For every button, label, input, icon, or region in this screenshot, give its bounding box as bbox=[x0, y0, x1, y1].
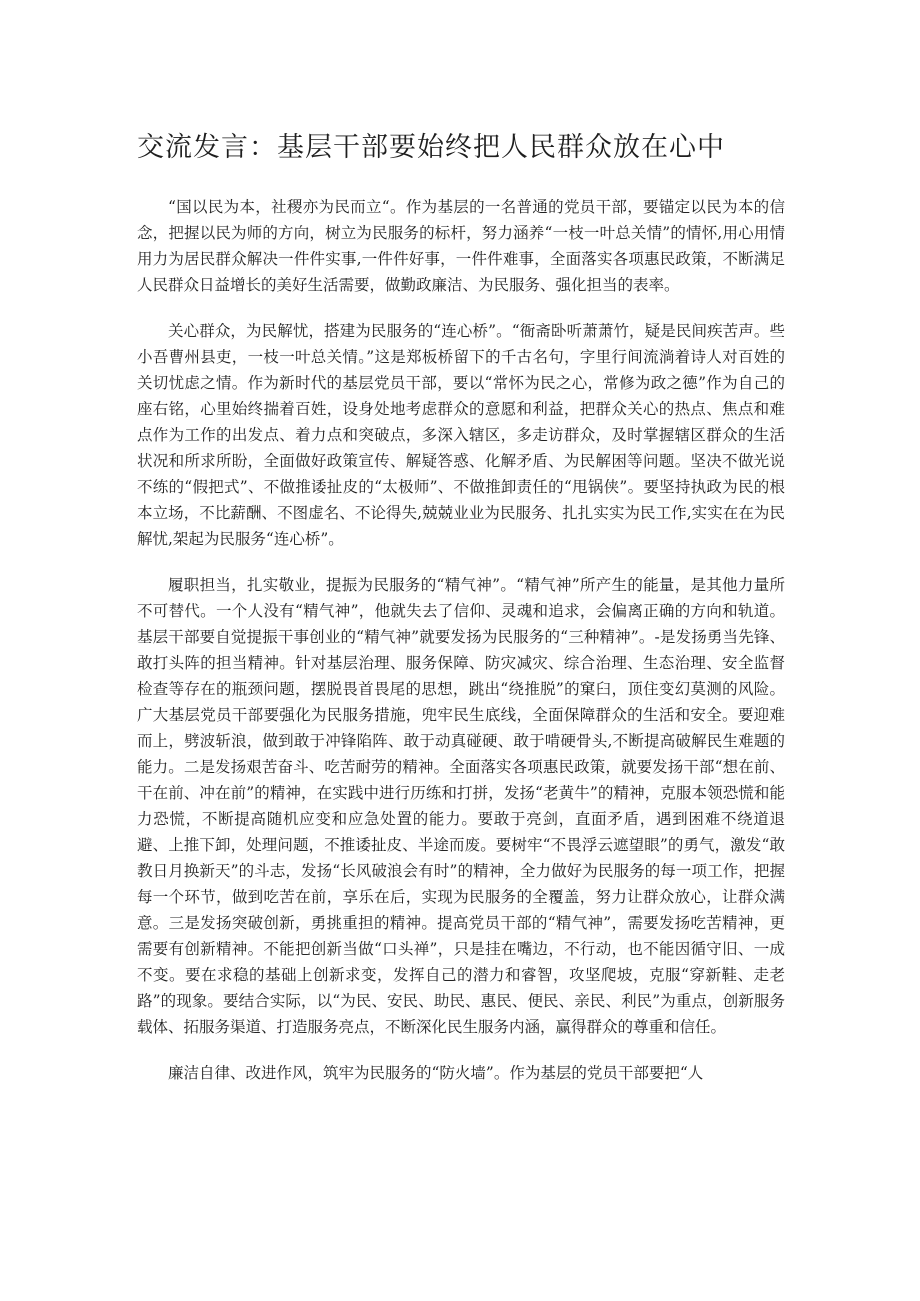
paragraph-intro: “国以民为本，社稷亦为民而立“。作为基层的一名普通的党员干部，要锚定以民为本的信念，把握以民为师的方向，树立为民服务的标杆，努力涵养“一枝一叶总关情”的情怀,用心用情用力为居民群众解决一件件实事,一件件好事，一件件难事，全面落实各项惠民政策，不断满足人民群众日益增长的美好生活需要，做勤政廉洁、为民服务、强化担当的表率。 bbox=[137, 198, 785, 294]
document-page bbox=[137, 128, 785, 1106]
paragraph-integrity: 廉洁自律、改进作风，筑牢为民服务的“防火墙”。作为基层的党员干部要把“人 bbox=[168, 1064, 704, 1082]
paragraph-duty-and-spirit: 履职担当，扎实敬业，提振为民服务的“精气神”。“精气神”所产生的能量，是其他力量所不可替代。一个人没有“精气神”，他就失去了信仰、灵魂和追求，会偏离正确的方向和轨道。基层干部要自觉提振干事创业的“精气神”就要发扬为民服务的“三种精神”。-是发扬勇当先锋、敢打头阵的担当精神。针对基层治理、服务保障、防灾减灾、综合治理、生态治理、安全监督检查等存在的瓶颈问题，摆脱畏首畏尾的思想，跳出“绕推脱”的窠臼，顶住变幻莫测的风险。广大基层党员干部要强化为民服务措施，兜牢民生底线，全面保障群众的生活和安全。要迎难而上，劈波斩浪，做到敢于冲锋陷阵、敢于动真碰硬、敢于啃硬骨头,不断提高破解民生难题的能力。二是发扬艰苦奋斗、吃苦耐劳的精神。全面落实各项惠民政策，就要发扬干部“想在前、干在前、冲在前”的精神，在实践中进行历练和打拼，发扬“老黄牛”的精神，克服本领恐慌和能力恐慌，不断提高随机应变和应急处置的能力。要敢于亮剑，直面矛盾，遇到困难不绕道退避、上推下卸，处理问题，不推诿扯皮、半途而废。要树牢“不畏浮云遮望眼”的勇气，激发“敢教日月换新天”的斗志，发扬“长风破浪会有时”的精神，全力做好为民服务的每一项工作，把握每一个环节，做到吃苦在前，享乐在后，实现为民服务的全覆盖，努力让群众放心，让群众满意。三是发扬突破创新，勇挑重担的精神。提高党员干部的“精气神”，需要发扬吃苦精神，更需要有创新精神。不能把创新当做“口头禅”，只是挂在嘴边，不行动，也不能因循守旧、一成不变。要在求稳的基础上创新求变，发挥自己的潜力和睿智，攻坚爬坡，克服“穿新鞋、走老路”的现象。要结合实际，以“为民、安民、助民、惠民、便民、亲民、利民”为重点，创新服务载体、拓服务渠道、打造服务亮点，不断深化民生服务内涵，赢得群众的尊重和信任。 bbox=[137, 576, 785, 1036]
document-title: 交流发言：基层干部要始终把人民群众放在心中 bbox=[137, 132, 725, 163]
paragraph-care-for-masses: 关心群众，为民解忧，搭建为民服务的“连心桥”。“衙斋卧听萧萧竹，疑是民间疾苦声。些小吾曹州县吏，一枝一叶总关情。”这是郑板桥留下的千古名句，字里行间流淌着诗人对百姓的关切忧虑之情。作为新时代的基层党员干部，要以“常怀为民之心，常修为政之德”作为自己的座右铭，心里始终揣着百姓，设身处地考虑群众的意愿和利益，把群众关心的热点、焦点和难点作为工作的出发点、着力点和突破点，多深入辖区，多走访群众，及时掌握辖区群众的生活状况和所求所盼，全面做好政策宣传、解疑答惑、化解矛盾、为民解困等问题。坚决不做光说不练的“假把式”、不做推诿扯皮的“太极师”、不做推卸责任的“甩锅侠”。要坚持执政为民的根本立场，不比薪酬、不图虚名、不论得失,兢兢业业为民服务、扎扎实实为民工作,实实在在为民解忧,架起为民服务“连心桥”。 bbox=[137, 322, 785, 548]
